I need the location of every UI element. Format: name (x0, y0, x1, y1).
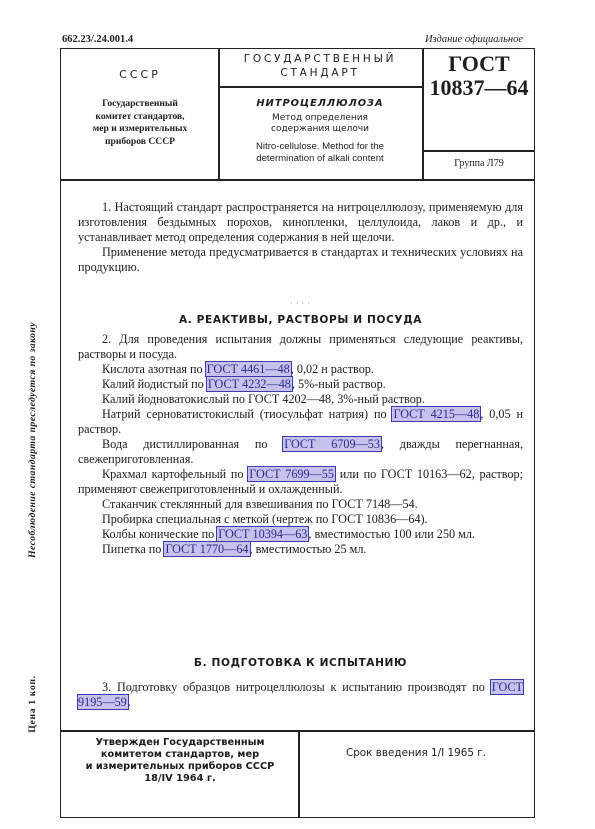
state-standard-label: ГОСУДАРСТВЕННЫЙ СТАНДАРТ (243, 53, 397, 79)
edition-label: Издание официальное (424, 34, 523, 45)
separator-dots: · · · · (289, 299, 311, 309)
document-subtitle-en: Nitro-cellulose. Method for the determination of alkali content (256, 141, 384, 164)
list-item: Крахмал картофельный по ГОСТ 7699—55 или по ГОСТ 10163—62, раствор; применяют свежеприготовленный и охлажденный. (78, 467, 523, 496)
footer-col-divider (298, 730, 300, 818)
paragraph: 1. Настоящий стандарт распространяется на нитроцеллюлозу, применяемую для изготовления бездымных порохов, кинопленки, целлулоида, лаков и др., и устанавливает метод определения содержания в ней щелочи. (78, 200, 523, 244)
effective-date: Срок введения 1/I 1965 г. (345, 747, 487, 759)
gost-link[interactable]: ГОСТ 7699—55 (249, 467, 334, 481)
document-title: НИТРОЦЕЛЛЮЛОЗА (256, 98, 384, 109)
gost-link[interactable]: ГОСТ 10394—63 (218, 527, 308, 541)
list-item: Кислота азотная по ГОСТ 4461—48, 0,02 н раствор. (102, 362, 374, 376)
udc-code: 662.23/.24.001.4 (62, 34, 134, 45)
approval-note: Утвержден Государственным комитетом стандартов, мер и измерительных приборов СССР 18/IV 1964 г. (85, 737, 275, 784)
center-header-divider (218, 86, 423, 88)
list-item: Стаканчик стеклянный для взвешивания по ГОСТ 7148—54. (102, 497, 418, 511)
gost-link[interactable]: ГОСТ 4215—48 (393, 407, 480, 421)
country-label: СССР (119, 68, 161, 81)
section-a-text (78, 332, 523, 557)
paragraph: Применение метода предусматривается в стандартах и технических условиях на продукцию. (78, 245, 523, 274)
gost-link[interactable]: ГОСТ 9195—59 (78, 680, 523, 709)
list-item: Вода дистиллированная по ГОСТ 6709—53, дважды перегнанная, свежеприготовленная. (78, 437, 523, 466)
paragraph: 2. Для проведения испытания должны применяться следующие реактивы, растворы и посуда. (78, 332, 523, 361)
price-label: Цена 1 коп. (27, 675, 38, 733)
intro-text (78, 200, 523, 275)
list-item: Пробирка специальная с меткой (чертеж по ГОСТ 10836—64). (102, 512, 428, 526)
list-item: Пипетка по ГОСТ 1770—64, вместимостью 25 мл. (102, 542, 367, 556)
gost-link[interactable]: ГОСТ 1770—64 (165, 542, 249, 556)
law-notice: Несоблюдение стандарта преследуется по закону (27, 322, 38, 558)
committee-name: Государственный комитет стандартов, мер и измерительных приборов СССР (92, 98, 188, 147)
gost-link[interactable]: ГОСТ 4232—48 (207, 377, 291, 391)
gost-link[interactable]: ГОСТ 6709—53 (284, 437, 380, 451)
list-item: Колбы конические по ГОСТ 10394—63, вместимостью 100 или 250 мл. (102, 527, 475, 541)
group-label: Группа Л79 (454, 158, 504, 169)
list-item: Натрий серноватистокислый (тиосульфат натрия) по ГОСТ 4215—48, 0,05 н раствор. (78, 407, 523, 436)
paragraph: 3. Подготовку образцов нитроцеллюлозы к испытанию производят по ГОСТ 9195—59. (78, 680, 523, 709)
header-col-divider-2 (422, 48, 424, 180)
section-b-text (78, 680, 523, 710)
header-divider (60, 179, 535, 181)
section-b-heading: Б. ПОДГОТОВКА К ИСПЫТАНИЮ (193, 657, 408, 669)
section-a-heading: А. РЕАКТИВЫ, РАСТВОРЫ И ПОСУДА (178, 314, 423, 326)
group-divider (422, 150, 535, 152)
list-item: Калий йодноватокислый по ГОСТ 4202—48, 3%-ный раствор. (102, 392, 425, 406)
document-subtitle-ru: Метод определения содержания щелочи (271, 113, 369, 134)
list-item: Калий йодистый по ГОСТ 4232—48, 5%-ный раствор. (102, 377, 386, 391)
gost-link[interactable]: ГОСТ 4461—48 (206, 362, 290, 376)
gost-designation: ГОСТ 10837—64 (429, 51, 529, 100)
